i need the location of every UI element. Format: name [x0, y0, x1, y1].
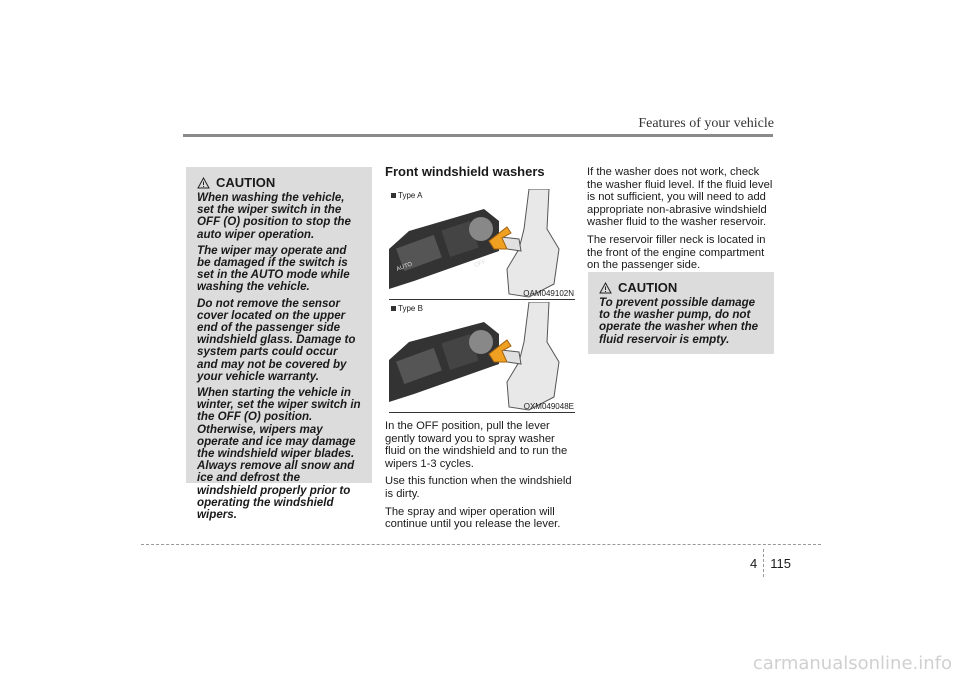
caution-box-left — [186, 167, 372, 522]
caution-title: CAUTION — [618, 280, 678, 295]
caution-paragraph: Do not remove the sensor cover located on the upper end of the passenger side windshield glass. Damage to system parts could occur and may not be covered by your vehicle warranty. — [197, 296, 356, 383]
section-title: Front windshield washers — [385, 164, 545, 179]
paragraph: Use this function when the windshield is dirty. — [385, 475, 572, 500]
paragraph: The spray and wiper operation will continue until you release the lever. — [385, 505, 561, 531]
chapter-number: 4 — [750, 555, 758, 571]
figure-type-a — [389, 189, 575, 300]
paragraph: If the washer does not work, check the washer fluid level. If the fluid level is not sufficient, you will need to add appropriate non-abrasive windshield washer fluid to the washer reservoir. — [587, 166, 773, 229]
caution-body — [599, 297, 763, 346]
figure-code: OAM049102N — [523, 289, 574, 298]
square-bullet-icon — [391, 193, 396, 198]
figure-label: Type B — [391, 304, 423, 313]
caution-body — [197, 192, 361, 521]
running-header: Features of your vehicle — [638, 116, 774, 131]
caution-paragraph: When washing the vehicle, set the wiper switch in the OFF (O) position to stop the auto wiper operation. — [197, 191, 351, 241]
footer-rule — [141, 544, 821, 545]
svg-text:AUTO: AUTO — [395, 261, 414, 273]
caution-header — [599, 280, 763, 295]
right-body-text — [587, 166, 775, 277]
caution-box-right — [588, 272, 774, 354]
warning-triangle-icon — [197, 177, 210, 189]
figure-type-b — [389, 302, 575, 413]
square-bullet-icon — [391, 306, 396, 311]
caution-paragraph: The wiper may operate and be damaged if the switch is set in the AUTO mode while washing the vehicle. — [197, 243, 350, 294]
svg-text:OFF: OFF — [473, 259, 487, 269]
figure-code: OXM049048E — [523, 402, 574, 411]
page-number-value: 115 — [770, 555, 791, 571]
wiper-lever-illustration — [389, 302, 575, 412]
page-number — [750, 549, 791, 577]
watermark: carmanualsonline.info — [752, 653, 952, 674]
middle-body-text — [385, 420, 575, 536]
header-rule — [183, 134, 773, 137]
page-divider — [763, 549, 764, 577]
caution-paragraph: When starting the vehicle in winter, set the wiper switch in the OFF (O) position. Otherwise, wipers may operate and ice may damage the windshield wiper blades. Always remove all snow and ice and defrost the windshield properly prior to operating the windshield wipers. — [197, 386, 361, 522]
paragraph: In the OFF position, pull the lever gently toward you to spray washer fluid on the windshield and to run the wipers 1-3 cycles. — [385, 420, 568, 470]
figure-label: Type A — [391, 191, 422, 200]
warning-triangle-icon — [599, 282, 612, 294]
wiper-lever-illustration — [389, 189, 575, 299]
caution-paragraph: To prevent possible damage to the washer pump, do not operate the washer when the fluid reservoir is empty. — [599, 296, 759, 346]
caution-header — [197, 175, 361, 190]
caution-title: CAUTION — [216, 175, 276, 190]
paragraph: The reservoir filler neck is located in the front of the engine compartment on the passenger side. — [587, 233, 766, 272]
